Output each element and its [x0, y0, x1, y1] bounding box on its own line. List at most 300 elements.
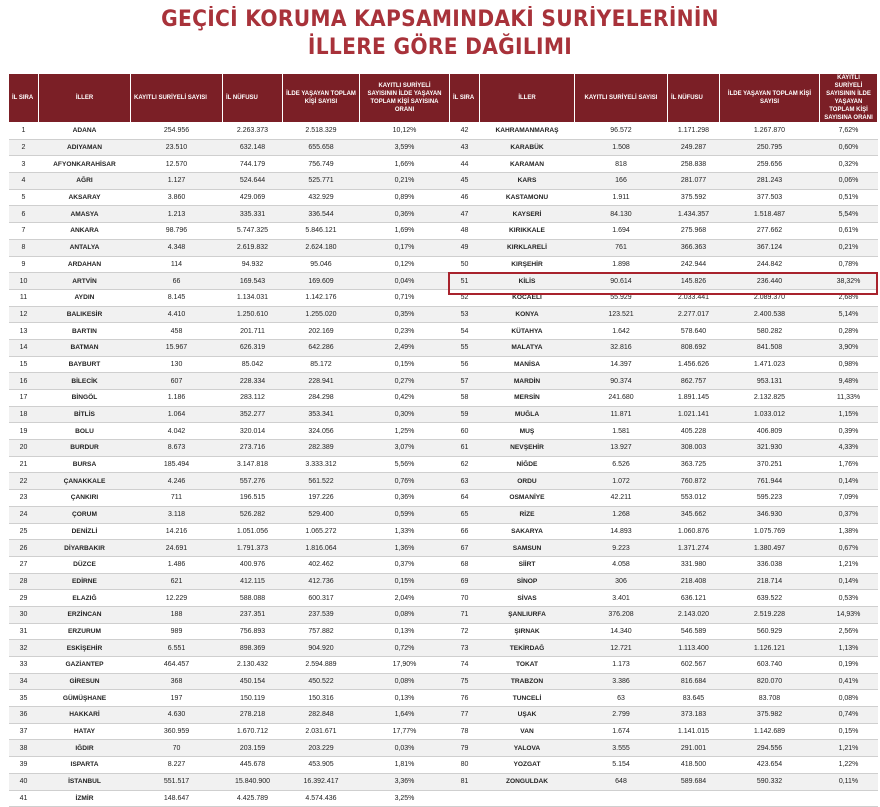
- province-name-cell: KAHRAMANMARAŞ: [480, 123, 575, 140]
- ratio-cell: 0,67%: [820, 540, 878, 557]
- registered-syrians-cell: 4.348: [131, 239, 223, 256]
- registered-syrians-cell: 1.186: [131, 390, 223, 407]
- province-population-cell: 412.115: [223, 573, 283, 590]
- total-residents-cell: 595.223: [720, 490, 820, 507]
- province-population-cell: 2.143.020: [668, 606, 720, 623]
- total-residents-cell: 324.056: [283, 423, 360, 440]
- ratio-cell: 0,35%: [360, 306, 450, 323]
- province-name-cell: ŞIRNAK: [480, 623, 575, 640]
- province-name-cell: AFYONKARAHİSAR: [39, 156, 131, 173]
- province-population-cell: 201.711: [223, 323, 283, 340]
- province-population-cell: 94.932: [223, 256, 283, 273]
- registered-syrians-cell: 8.673: [131, 440, 223, 457]
- registered-syrians-cell: 114: [131, 256, 223, 273]
- province-population-cell: 524.644: [223, 173, 283, 190]
- ratio-cell: 0,36%: [360, 490, 450, 507]
- total-residents-cell: 423.654: [720, 757, 820, 774]
- province-population-cell: 320.014: [223, 423, 283, 440]
- province-population-cell: 281.077: [668, 173, 720, 190]
- row-number-cell: 22: [9, 473, 39, 490]
- ratio-cell: 0,76%: [360, 473, 450, 490]
- province-name-cell: KARABÜK: [480, 139, 575, 156]
- table-row: [9, 256, 878, 273]
- registered-syrians-cell: 368: [131, 673, 223, 690]
- ratio-cell: 0,15%: [360, 573, 450, 590]
- ratio-cell: 0,28%: [820, 323, 878, 340]
- province-name-cell: KÜTAHYA: [480, 323, 575, 340]
- ratio-cell: 0,89%: [360, 189, 450, 206]
- row-number-cell: 15: [9, 356, 39, 373]
- province-population-cell: 237.351: [223, 606, 283, 623]
- province-population-cell: 632.148: [223, 139, 283, 156]
- ratio-cell: 0,27%: [360, 373, 450, 390]
- ratio-cell: 0,53%: [820, 590, 878, 607]
- registered-syrians-cell: 1.173: [575, 657, 668, 674]
- header-toplam-kisi-2: İLDE YAŞAYAN TOPLAM KİŞİ SAYISI: [720, 74, 820, 123]
- province-name-cell: SİNOP: [480, 573, 575, 590]
- province-population-cell: 626.319: [223, 339, 283, 356]
- table-row: [9, 723, 878, 740]
- ratio-cell: 0,61%: [820, 223, 878, 240]
- row-number-cell: 14: [9, 339, 39, 356]
- table-row: [9, 790, 878, 807]
- total-residents-cell: 203.229: [283, 740, 360, 757]
- row-number-cell: 46: [450, 189, 480, 206]
- row-number-cell: 17: [9, 390, 39, 407]
- total-residents-cell: 761.944: [720, 473, 820, 490]
- table-row: [9, 573, 878, 590]
- province-population-cell: 258.838: [668, 156, 720, 173]
- ratio-cell: 0,37%: [820, 506, 878, 523]
- table-row: [9, 657, 878, 674]
- total-residents-cell: 1.126.121: [720, 640, 820, 657]
- province-population-cell: 308.003: [668, 440, 720, 457]
- province-name-cell: BİLECİK: [39, 373, 131, 390]
- registered-syrians-cell: 254.956: [131, 123, 223, 140]
- province-population-cell: 744.179: [223, 156, 283, 173]
- total-residents-cell: 1.033.012: [720, 406, 820, 423]
- ratio-cell: 5,56%: [360, 456, 450, 473]
- registered-syrians-cell: 1.694: [575, 223, 668, 240]
- total-residents-cell: 321.930: [720, 440, 820, 457]
- province-population-cell: 218.408: [668, 573, 720, 590]
- ratio-cell: 0,12%: [360, 256, 450, 273]
- row-number-cell: 48: [450, 223, 480, 240]
- province-name-cell: MERSİN: [480, 390, 575, 407]
- row-number-cell: 36: [9, 707, 39, 724]
- header-kayitli-suriyeli: KAYITLI SURİYELİ SAYISI: [131, 74, 223, 123]
- row-number-cell: 33: [9, 657, 39, 674]
- total-residents-cell: 2.624.180: [283, 239, 360, 256]
- row-number-cell: 1: [9, 123, 39, 140]
- header-il-sira: İL SIRA: [9, 74, 39, 123]
- province-population-cell: 352.277: [223, 406, 283, 423]
- province-name-cell: ÇANAKKALE: [39, 473, 131, 490]
- total-residents-cell: 2.519.228: [720, 606, 820, 623]
- registered-syrians-cell: 648: [575, 773, 668, 790]
- registered-syrians-cell: 458: [131, 323, 223, 340]
- province-name-cell: ŞANLIURFA: [480, 606, 575, 623]
- registered-syrians-cell: 1.911: [575, 189, 668, 206]
- registered-syrians-cell: 6.526: [575, 456, 668, 473]
- registered-syrians-cell: 607: [131, 373, 223, 390]
- total-residents-cell: 83.708: [720, 690, 820, 707]
- province-name-cell: ÇANKIRI: [39, 490, 131, 507]
- province-population-cell: 249.287: [668, 139, 720, 156]
- province-name-cell: HAKKARİ: [39, 707, 131, 724]
- ratio-cell: 3,25%: [360, 790, 450, 807]
- province-population-cell: 203.159: [223, 740, 283, 757]
- registered-syrians-cell: 63: [575, 690, 668, 707]
- header-il-nufusu-2: İL NÜFUSU: [668, 74, 720, 123]
- ratio-cell: 0,08%: [360, 606, 450, 623]
- province-name-cell: MANİSA: [480, 356, 575, 373]
- registered-syrians-cell: 1.581: [575, 423, 668, 440]
- total-residents-cell: 228.941: [283, 373, 360, 390]
- ratio-cell: 1,69%: [360, 223, 450, 240]
- ratio-cell: 0,37%: [360, 556, 450, 573]
- ratio-cell: 1,66%: [360, 156, 450, 173]
- total-residents-cell: 4.574.436: [283, 790, 360, 807]
- row-number-cell: 59: [450, 406, 480, 423]
- province-population-cell: 2.277.017: [668, 306, 720, 323]
- header-iller: İLLER: [39, 74, 131, 123]
- row-number-cell: 50: [450, 256, 480, 273]
- province-name-cell: ELAZIĞ: [39, 590, 131, 607]
- registered-syrians-cell: 621: [131, 573, 223, 590]
- row-number-cell: 7: [9, 223, 39, 240]
- registered-syrians-cell: 3.386: [575, 673, 668, 690]
- row-number-cell: 43: [450, 139, 480, 156]
- ratio-cell: 7,62%: [820, 123, 878, 140]
- row-number-cell: 20: [9, 440, 39, 457]
- registered-syrians-cell: 14.893: [575, 523, 668, 540]
- province-name-cell: ISPARTA: [39, 757, 131, 774]
- province-population-cell: 145.826: [668, 273, 720, 290]
- row-number-cell: 51: [450, 273, 480, 290]
- province-name-cell: ARDAHAN: [39, 256, 131, 273]
- province-population-cell: 331.980: [668, 556, 720, 573]
- registered-syrians-cell: 197: [131, 690, 223, 707]
- total-residents-cell: 281.243: [720, 173, 820, 190]
- registered-syrians-cell: 90.374: [575, 373, 668, 390]
- province-population-cell: 366.363: [668, 239, 720, 256]
- ratio-cell: 1,38%: [820, 523, 878, 540]
- row-number-cell: 73: [450, 640, 480, 657]
- registered-syrians-cell: 23.510: [131, 139, 223, 156]
- province-population-cell: 169.543: [223, 273, 283, 290]
- province-population-cell: 335.331: [223, 206, 283, 223]
- province-name-cell: KIRKLARELİ: [480, 239, 575, 256]
- row-number-cell: 11: [9, 289, 39, 306]
- table-row: [9, 673, 878, 690]
- ratio-cell: [820, 790, 878, 807]
- province-population-cell: 1.113.400: [668, 640, 720, 657]
- registered-syrians-cell: 1.486: [131, 556, 223, 573]
- province-population-cell: 1.670.712: [223, 723, 283, 740]
- province-name-cell: BOLU: [39, 423, 131, 440]
- table-row: [9, 440, 878, 457]
- total-residents-cell: 1.065.272: [283, 523, 360, 540]
- row-number-cell: 42: [450, 123, 480, 140]
- total-residents-cell: 277.662: [720, 223, 820, 240]
- ratio-cell: 1,36%: [360, 540, 450, 557]
- registered-syrians-cell: [575, 790, 668, 807]
- header-kayitli-suriyeli-2: KAYITLI SURİYELİ SAYISI: [575, 74, 668, 123]
- ratio-cell: 0,13%: [360, 623, 450, 640]
- province-population-cell: 445.678: [223, 757, 283, 774]
- table-row: [9, 523, 878, 540]
- registered-syrians-cell: 98.796: [131, 223, 223, 240]
- province-name-cell: DENİZLİ: [39, 523, 131, 540]
- total-residents-cell: 1.816.064: [283, 540, 360, 557]
- province-population-cell: 588.088: [223, 590, 283, 607]
- row-number-cell: 31: [9, 623, 39, 640]
- province-name-cell: TEKİRDAĞ: [480, 640, 575, 657]
- row-number-cell: 29: [9, 590, 39, 607]
- row-number-cell: 26: [9, 540, 39, 557]
- total-residents-cell: 406.809: [720, 423, 820, 440]
- province-name-cell: HATAY: [39, 723, 131, 740]
- ratio-cell: 3,90%: [820, 339, 878, 356]
- row-number-cell: 9: [9, 256, 39, 273]
- table-row: [9, 139, 878, 156]
- row-number-cell: 39: [9, 757, 39, 774]
- province-name-cell: KONYA: [480, 306, 575, 323]
- registered-syrians-cell: 12.721: [575, 640, 668, 657]
- row-number-cell: 35: [9, 690, 39, 707]
- province-population-cell: 1.791.373: [223, 540, 283, 557]
- ratio-cell: 0,13%: [360, 690, 450, 707]
- row-number-cell: 21: [9, 456, 39, 473]
- province-name-cell: MALATYA: [480, 339, 575, 356]
- row-number-cell: 60: [450, 423, 480, 440]
- province-name-cell: BATMAN: [39, 339, 131, 356]
- row-number-cell: 32: [9, 640, 39, 657]
- province-population-cell: 578.640: [668, 323, 720, 340]
- province-population-cell: 2.130.432: [223, 657, 283, 674]
- row-number-cell: 41: [9, 790, 39, 807]
- table-row: [9, 306, 878, 323]
- ratio-cell: 17,77%: [360, 723, 450, 740]
- ratio-cell: 0,39%: [820, 423, 878, 440]
- province-population-cell: 363.725: [668, 456, 720, 473]
- row-number-cell: 45: [450, 173, 480, 190]
- total-residents-cell: 282.848: [283, 707, 360, 724]
- total-residents-cell: 3.333.312: [283, 456, 360, 473]
- title-line-2: İLLERE GÖRE DAĞILIMI: [307, 35, 573, 60]
- province-name-cell: BİNGÖL: [39, 390, 131, 407]
- total-residents-cell: 1.267.870: [720, 123, 820, 140]
- ratio-cell: 1,81%: [360, 757, 450, 774]
- total-residents-cell: 367.124: [720, 239, 820, 256]
- province-population-cell: 5.747.325: [223, 223, 283, 240]
- row-number-cell: 28: [9, 573, 39, 590]
- total-residents-cell: 284.298: [283, 390, 360, 407]
- registered-syrians-cell: 3.860: [131, 189, 223, 206]
- ratio-cell: 14,93%: [820, 606, 878, 623]
- registered-syrians-cell: 84.130: [575, 206, 668, 223]
- province-name-cell: MARDİN: [480, 373, 575, 390]
- province-population-cell: 2.263.373: [223, 123, 283, 140]
- registered-syrians-cell: 376.208: [575, 606, 668, 623]
- province-population-cell: 808.692: [668, 339, 720, 356]
- row-number-cell: 27: [9, 556, 39, 573]
- table-row: [9, 540, 878, 557]
- province-name-cell: BİTLİS: [39, 406, 131, 423]
- table-row: [9, 456, 878, 473]
- ratio-cell: 1,13%: [820, 640, 878, 657]
- province-name-cell: BURSA: [39, 456, 131, 473]
- province-name-cell: DİYARBAKIR: [39, 540, 131, 557]
- row-number-cell: 5: [9, 189, 39, 206]
- ratio-cell: 0,51%: [820, 189, 878, 206]
- row-number-cell: 34: [9, 673, 39, 690]
- registered-syrians-cell: 1.642: [575, 323, 668, 340]
- row-number-cell: 18: [9, 406, 39, 423]
- province-name-cell: MUŞ: [480, 423, 575, 440]
- row-number-cell: 66: [450, 523, 480, 540]
- province-name-cell: ANKARA: [39, 223, 131, 240]
- province-name-cell: YOZGAT: [480, 757, 575, 774]
- total-residents-cell: 603.740: [720, 657, 820, 674]
- ratio-cell: 0,14%: [820, 473, 878, 490]
- province-name-cell: RİZE: [480, 506, 575, 523]
- table-row: [9, 323, 878, 340]
- registered-syrians-cell: 166: [575, 173, 668, 190]
- ratio-cell: 1,76%: [820, 456, 878, 473]
- ratio-cell: 1,15%: [820, 406, 878, 423]
- table-row: [9, 640, 878, 657]
- table-row: [9, 406, 878, 423]
- ratio-cell: 0,06%: [820, 173, 878, 190]
- ratio-cell: 1,21%: [820, 556, 878, 573]
- header-iller-2: İLLER: [480, 74, 575, 123]
- registered-syrians-cell: 1.072: [575, 473, 668, 490]
- total-residents-cell: 250.795: [720, 139, 820, 156]
- total-residents-cell: 453.905: [283, 757, 360, 774]
- province-population-cell: 1.021.141: [668, 406, 720, 423]
- header-oran: KAYITLI SURİYELİ SAYISININ İLDE YAŞAYAN TOPLAM KİŞİ SAYISINA ORANI: [360, 74, 450, 123]
- total-residents-cell: 1.142.176: [283, 289, 360, 306]
- province-population-cell: 1.171.298: [668, 123, 720, 140]
- row-number-cell: [450, 790, 480, 807]
- total-residents-cell: 346.930: [720, 506, 820, 523]
- ratio-cell: 1,22%: [820, 757, 878, 774]
- ratio-cell: 4,33%: [820, 440, 878, 457]
- table-row: [9, 707, 878, 724]
- row-number-cell: 56: [450, 356, 480, 373]
- table-body: [9, 123, 878, 807]
- total-residents-cell: 218.714: [720, 573, 820, 590]
- province-name-cell: KAYSERİ: [480, 206, 575, 223]
- total-residents-cell: 294.556: [720, 740, 820, 757]
- row-number-cell: 12: [9, 306, 39, 323]
- table-row: [9, 556, 878, 573]
- province-name-cell: AYDIN: [39, 289, 131, 306]
- province-population-cell: 85.042: [223, 356, 283, 373]
- registered-syrians-cell: 1.213: [131, 206, 223, 223]
- province-population-cell: 3.147.818: [223, 456, 283, 473]
- table-row: [9, 490, 878, 507]
- province-population-cell: 602.567: [668, 657, 720, 674]
- ratio-cell: 0,04%: [360, 273, 450, 290]
- total-residents-cell: 590.332: [720, 773, 820, 790]
- row-number-cell: 49: [450, 239, 480, 256]
- title-line-1: GEÇİCİ KORUMA KAPSAMINDAKİ SURİYELERİNİN: [161, 7, 719, 32]
- total-residents-cell: 655.658: [283, 139, 360, 156]
- province-population-cell: 760.872: [668, 473, 720, 490]
- province-name-cell: YALOVA: [480, 740, 575, 757]
- province-name-cell: BARTIN: [39, 323, 131, 340]
- registered-syrians-cell: 1.898: [575, 256, 668, 273]
- province-name-cell: SAMSUN: [480, 540, 575, 557]
- page-title: [35, 6, 845, 62]
- total-residents-cell: 16.392.417: [283, 773, 360, 790]
- province-population-cell: 15.840.900: [223, 773, 283, 790]
- registered-syrians-cell: 14.397: [575, 356, 668, 373]
- province-population-cell: 242.944: [668, 256, 720, 273]
- province-population-cell: 283.112: [223, 390, 283, 407]
- table-row: [9, 189, 878, 206]
- table-row: [9, 206, 878, 223]
- province-name-cell: SİVAS: [480, 590, 575, 607]
- ratio-cell: 38,32%: [820, 273, 878, 290]
- registered-syrians-cell: 90.614: [575, 273, 668, 290]
- registered-syrians-cell: 9.223: [575, 540, 668, 557]
- ratio-cell: 2,04%: [360, 590, 450, 607]
- row-number-cell: 2: [9, 139, 39, 156]
- row-number-cell: 24: [9, 506, 39, 523]
- province-population-cell: 429.069: [223, 189, 283, 206]
- ratio-cell: 0,21%: [820, 239, 878, 256]
- registered-syrians-cell: 66: [131, 273, 223, 290]
- row-number-cell: 79: [450, 740, 480, 757]
- province-population-cell: 450.154: [223, 673, 283, 690]
- province-name-cell: ERZURUM: [39, 623, 131, 640]
- total-residents-cell: 953.131: [720, 373, 820, 390]
- total-residents-cell: 2.031.671: [283, 723, 360, 740]
- total-residents-cell: 375.982: [720, 707, 820, 724]
- province-population-cell: 273.716: [223, 440, 283, 457]
- province-name-cell: BURDUR: [39, 440, 131, 457]
- total-residents-cell: 197.226: [283, 490, 360, 507]
- province-population-cell: 1.060.876: [668, 523, 720, 540]
- ratio-cell: 0,32%: [820, 156, 878, 173]
- ratio-cell: 5,54%: [820, 206, 878, 223]
- province-population-cell: 1.434.357: [668, 206, 720, 223]
- total-residents-cell: 756.749: [283, 156, 360, 173]
- registered-syrians-cell: 15.967: [131, 339, 223, 356]
- province-population-cell: 291.001: [668, 740, 720, 757]
- registered-syrians-cell: 32.816: [575, 339, 668, 356]
- ratio-cell: 0,11%: [820, 773, 878, 790]
- ratio-cell: 1,33%: [360, 523, 450, 540]
- province-population-cell: 345.662: [668, 506, 720, 523]
- registered-syrians-cell: 2.799: [575, 707, 668, 724]
- total-residents-cell: 1.380.497: [720, 540, 820, 557]
- ratio-cell: 2,49%: [360, 339, 450, 356]
- row-number-cell: 69: [450, 573, 480, 590]
- ratio-cell: 9,48%: [820, 373, 878, 390]
- registered-syrians-cell: 70: [131, 740, 223, 757]
- total-residents-cell: 202.169: [283, 323, 360, 340]
- registered-syrians-cell: 1.064: [131, 406, 223, 423]
- table-row: [9, 156, 878, 173]
- row-number-cell: 3: [9, 156, 39, 173]
- row-number-cell: 4: [9, 173, 39, 190]
- row-number-cell: 74: [450, 657, 480, 674]
